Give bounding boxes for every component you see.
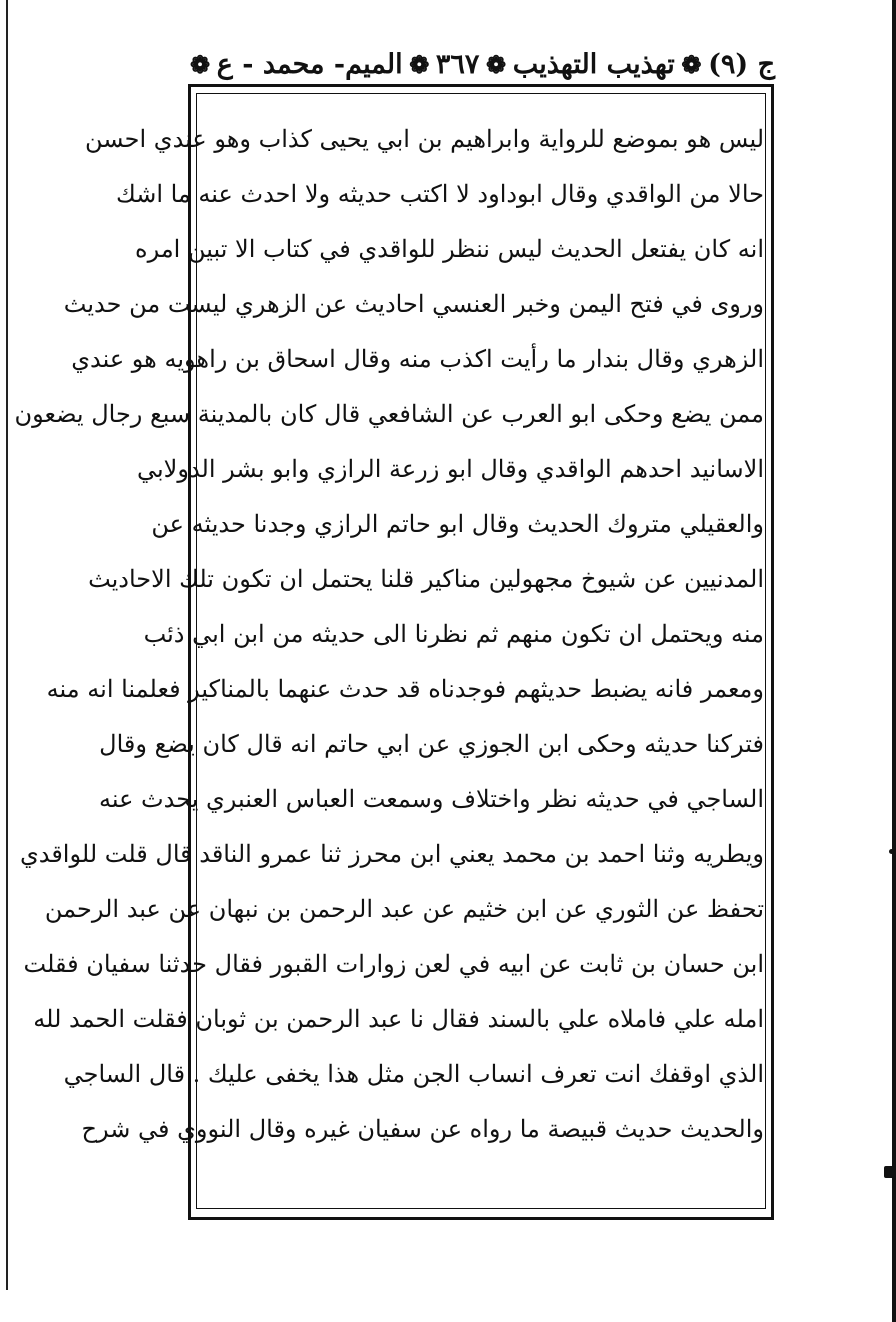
text-line: ممن يضع وحكى ابو العرب عن الشافعي قال كان بالمدينة سبع رجال يضعون	[14, 400, 764, 428]
body-text	[14, 112, 764, 1202]
header-page-number: ٣٦٧	[435, 48, 480, 80]
header-title: تهذيب التهذيب	[512, 48, 675, 80]
ornament-icon: ❁	[190, 49, 211, 79]
text-line: وروى في فتح اليمن وخبر العنسي احاديث عن الزهري ليست من حديث	[63, 290, 764, 318]
text-line: والحديث حديث قبيصة ما رواه عن سفيان غيره وقال النووي في شرح	[81, 1115, 764, 1143]
text-line: امله علي فاملاه علي بالسند فقال نا عبد الرحمن بن ثوبان فقلت الحمد لله	[33, 1005, 764, 1033]
ornament-icon: ❁	[681, 49, 702, 79]
margin-mark	[889, 849, 894, 854]
page-right-edge	[892, 0, 896, 1322]
text-line: تحفظ عن الثوري عن ابن خثيم عن عبد الرحمن بن نبهان عن عبد الرحمن	[44, 895, 764, 923]
text-line: الاسانيد احدهم الواقدي وقال ابو زرعة الرازي وابو بشر الدولابي	[137, 455, 764, 483]
ornament-icon: ❁	[486, 49, 507, 79]
text-line: حالا من الواقدي وقال ابوداود لا اكتب حديثه ولا احدث عنه ما اشك	[116, 180, 764, 208]
text-line: والعقيلي متروك الحديث وقال ابو حاتم الرازي وجدنا حديثه عن	[151, 510, 764, 538]
text-line: ابن حسان بن ثابت عن ابيه في لعن زوارات القبور فقال حدثنا سفيان فقلت	[23, 950, 764, 978]
text-line: فتركنا حديثه وحكى ابن الجوزي عن ابي حاتم انه قال كان يضع وقال	[99, 730, 764, 758]
text-line: الزهري وقال بندار ما رأيت اكذب منه وقال اسحاق بن راهويه هو عندي	[71, 345, 764, 373]
page-header	[190, 40, 775, 88]
text-line: ويطريه وثنا احمد بن محمد يعني ابن محرز ثنا عمرو الناقد قال قلت للواقدي	[19, 840, 764, 868]
text-line: انه كان يفتعل الحديث ليس ننظر للواقدي في كتاب الا تبين امره	[135, 235, 764, 263]
margin-mark	[884, 1166, 894, 1178]
text-line: منه ويحتمل ان تكون منهم ثم نظرنا الى حديثه من ابن ابي ذئب	[143, 620, 764, 648]
text-line: المدنيين عن شيوخ مجهولين مناكير قلنا يحتمل ان تكون تلك الاحاديث	[88, 565, 764, 593]
text-line: الساجي في حديثه نظر واختلاف وسمعت العباس العنبري يحدث عنه	[98, 785, 764, 813]
text-line: الذي اوقفك انت تعرف انساب الجن مثل هذا يخفى عليك . قال الساجي	[63, 1060, 764, 1088]
page-left-edge	[6, 0, 8, 1290]
ornament-icon: ❁	[409, 49, 430, 79]
header-section: الميم- محمد - ع	[216, 48, 403, 80]
text-line: ومعمر فانه يضبط حديثهم فوجدناه قد حدث عنهما بالمناكير فعلمنا انه منه	[46, 675, 764, 703]
header-part: ج (٩)	[708, 48, 775, 80]
text-line: ليس هو بموضع للرواية وابراهيم بن ابي يحيى كذاب وهو عندي احسن	[84, 125, 764, 153]
